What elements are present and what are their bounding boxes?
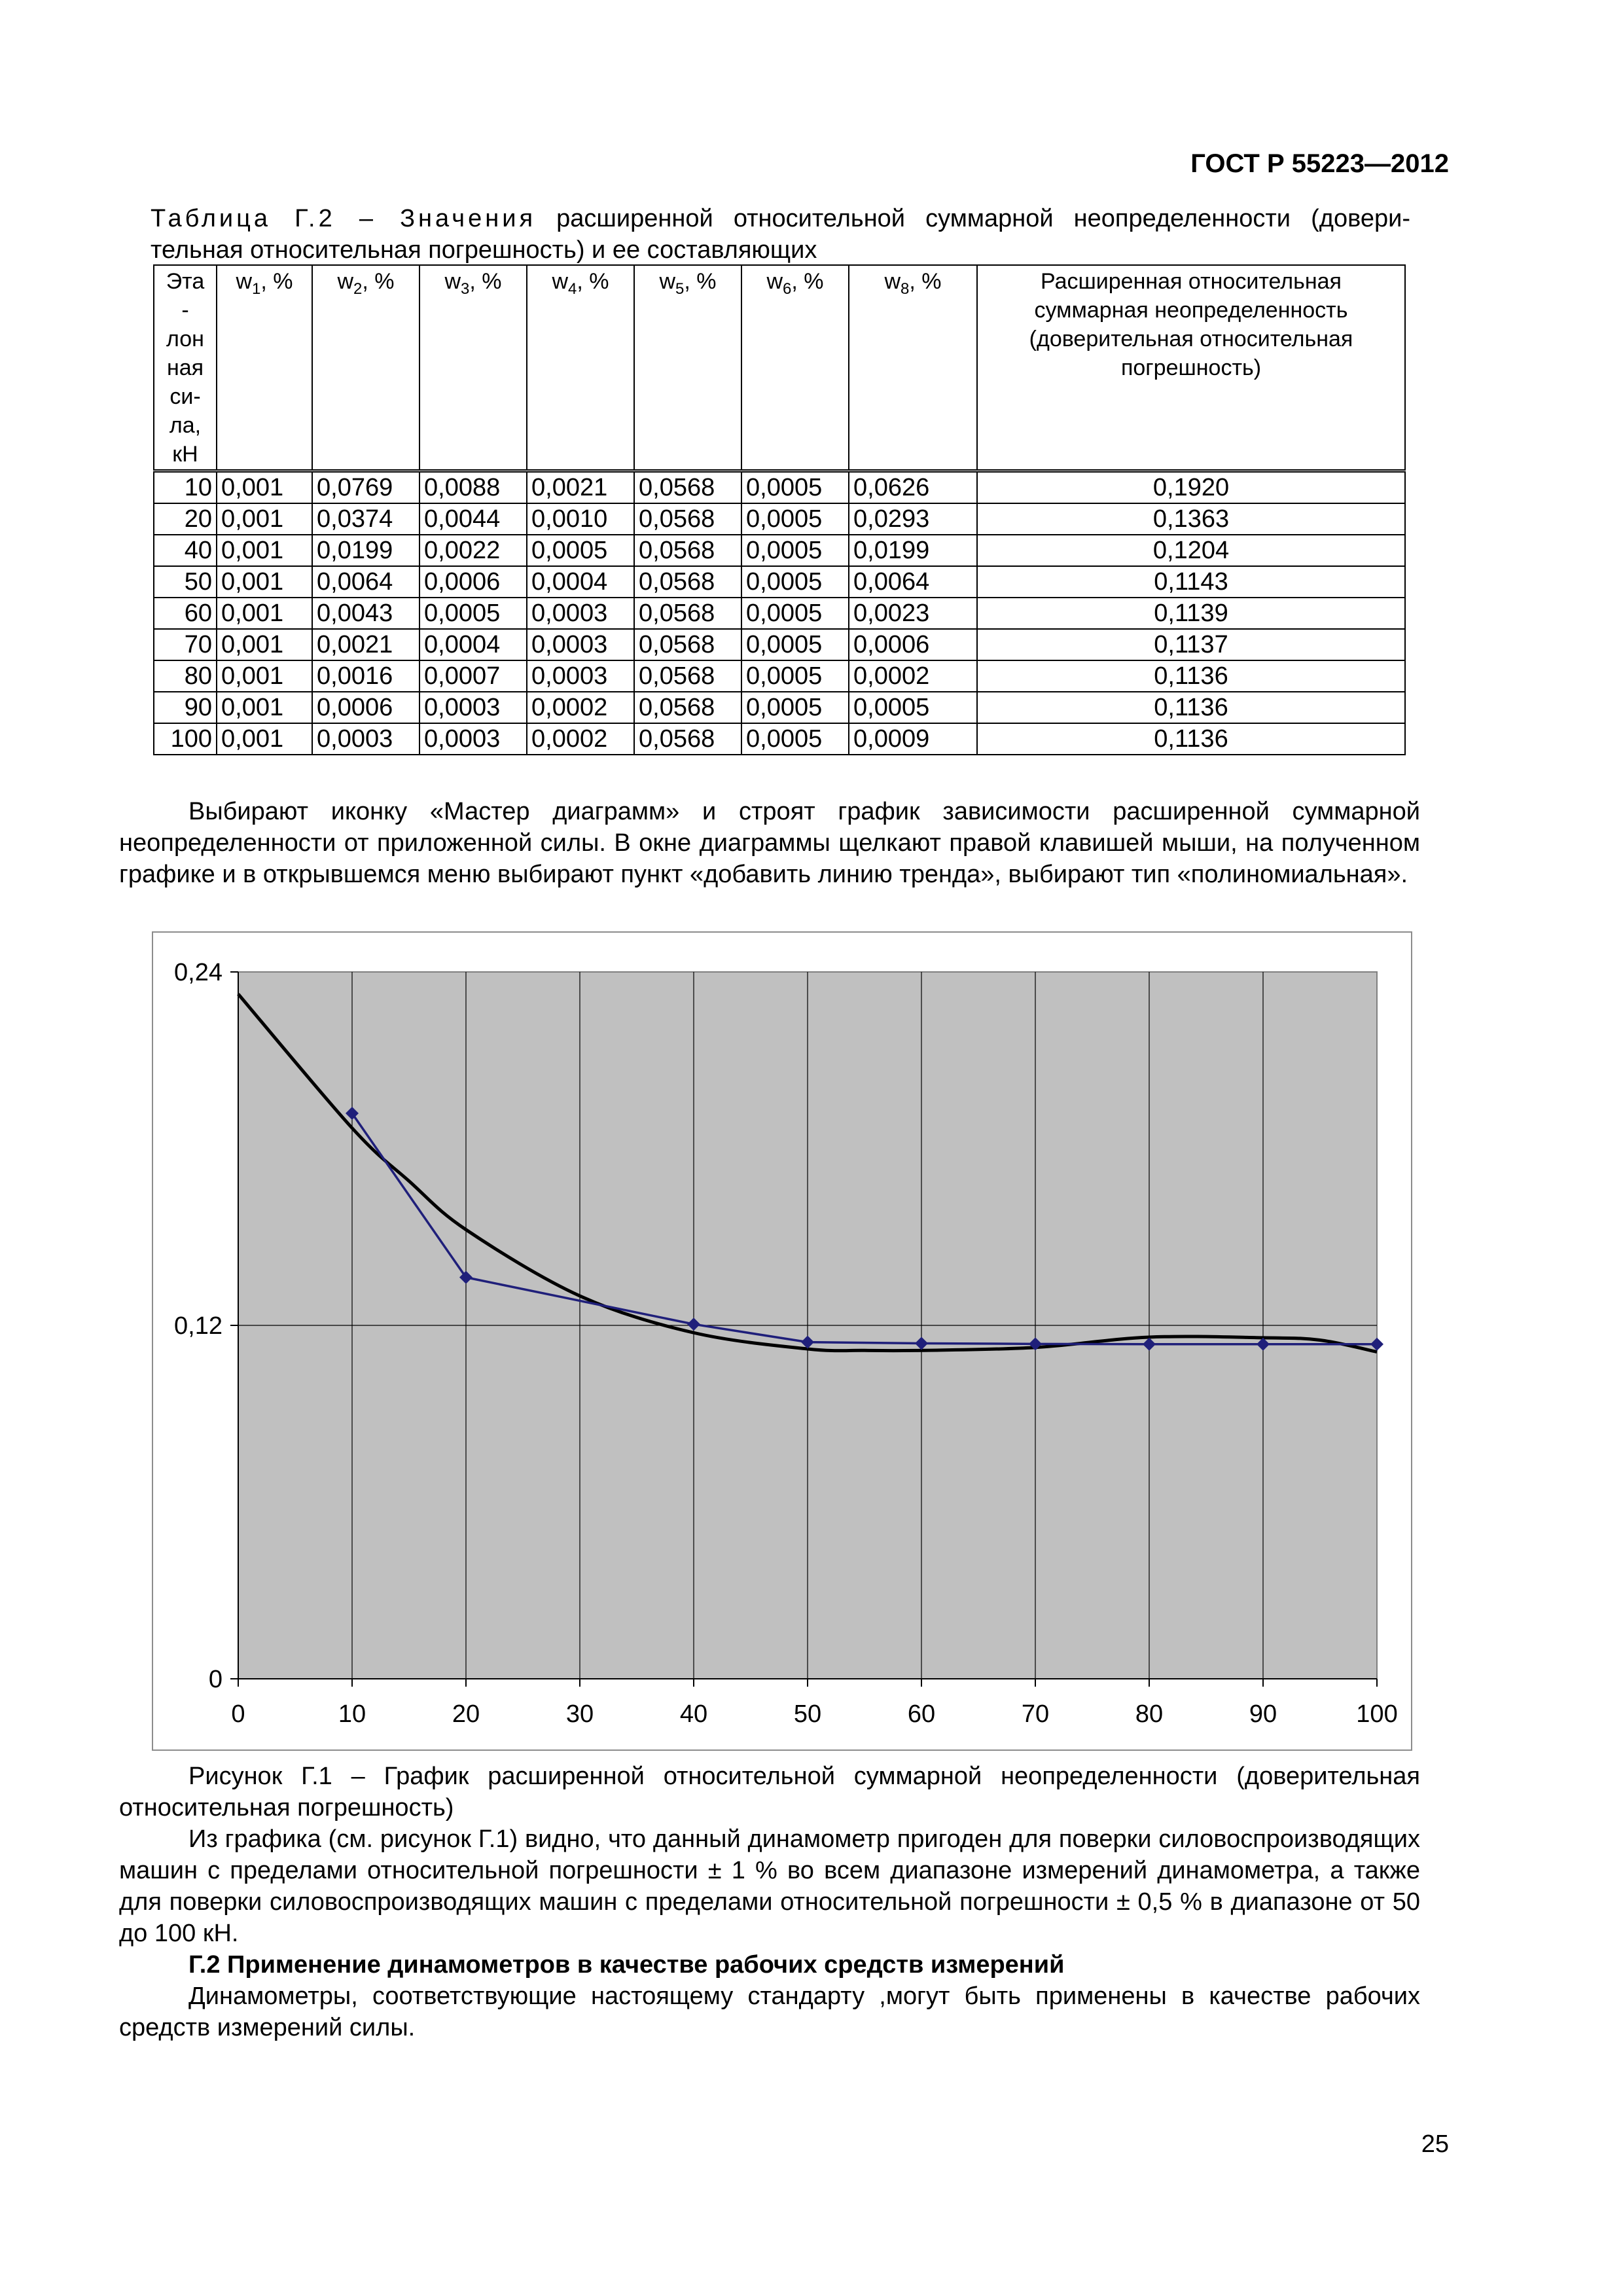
y-tick-label: 0,12 [174,1312,223,1340]
table-cell: 0,0007 [419,660,527,692]
table-cell: 0,0006 [419,566,527,598]
table-row [154,660,1405,692]
section-heading: Г.2 Применение динамометров в качестве рабочих средств измерений [188,1951,1065,1979]
table-cell: 0,0003 [419,692,527,723]
table-cell: 0,0568 [634,598,741,629]
table-cell: 0,0005 [741,660,849,692]
table-cell: 0,0003 [419,723,527,755]
table-cell: 0,0088 [419,471,527,504]
table-cell: 60 [154,598,217,629]
table-cell: 0,1136 [977,692,1405,723]
table-cell: 0,001 [217,629,312,660]
table-cell: 40 [154,535,217,566]
paragraph-conclusion: Из графика (см. рисунок Г.1) видно, что данный динамометр пригоден для поверки силовоспроизводящих машин с пределами относительной погрешности ± 1 % во всем диапазоне измерений динамометра, а также для поверки силовоспроизводящих машин с пределами относительной погрешности ± 0,5 % в диапазоне от 50 до 100 кН. [119,1825,1420,1947]
table-header-cell: Эта - лон ная си- ла, кН [154,265,217,471]
table-cell: 0,0021 [527,471,634,504]
table-cell: 0,0005 [741,692,849,723]
table-cell: 0,0003 [527,660,634,692]
table-cell: 0,0568 [634,660,741,692]
table-cell: 0,1363 [977,503,1405,535]
table-cell: 0,0568 [634,503,741,535]
table-cell: 0,0005 [849,692,977,723]
table-header-cell: $w_4$, % [527,265,634,471]
table-cell: 0,0022 [419,535,527,566]
table-cell: 0,0568 [634,692,741,723]
table-cell: 0,0009 [849,723,977,755]
table-header-cell: $w_5$, % [634,265,741,471]
table-cell: 0,0043 [312,598,419,629]
table-cell: 10 [154,471,217,504]
x-tick-label: 70 [1021,1700,1050,1728]
table-cell: 90 [154,692,217,723]
table-cell: 0,0199 [849,535,977,566]
table-cell: 0,0016 [312,660,419,692]
figure-caption: Рисунок Г.1 – График расширенной относительной суммарной неопределенности (доверительная относительная погрешность) [119,1763,1420,1821]
table-cell: 0,0005 [741,503,849,535]
table-cell: 0,1920 [977,471,1405,504]
table-cell: 0,0021 [312,629,419,660]
x-tick-label: 60 [907,1700,936,1728]
table-row [154,629,1405,660]
table-cell: 0,1143 [977,566,1405,598]
table-header-cell: Расширенная относительная суммарная неопределенность (доверительная относительная погрешность) [977,265,1405,471]
table-row [154,535,1405,566]
x-tick-label: 80 [1135,1700,1164,1728]
table-cell: 0,001 [217,598,312,629]
table-cell: 0,0002 [527,692,634,723]
table-header-cell: $w_2$, % [312,265,419,471]
y-tick-label: 0 [208,1666,223,1693]
x-tick-label: 100 [1356,1700,1398,1728]
table-cell: 0,0004 [419,629,527,660]
document-header: ГОСТ Р 55223—2012 [1190,149,1449,178]
table-cell: 0,0002 [849,660,977,692]
table-body [154,471,1405,755]
table-cell: 0,0293 [849,503,977,535]
table-cell: 0,0005 [741,566,849,598]
table-cell: 20 [154,503,217,535]
table-cell: 0,0005 [741,629,849,660]
table-cell: 50 [154,566,217,598]
table-cell: 0,0005 [741,471,849,504]
table-cell: 0,0005 [419,598,527,629]
chart-frame [152,931,1412,1751]
table-cell: 0,0006 [849,629,977,660]
table-header-cell: $w_6$, % [741,265,849,471]
x-tick-label: 50 [793,1700,822,1728]
table-cell: 0,001 [217,503,312,535]
table-cell: 70 [154,629,217,660]
table-row [154,723,1405,755]
x-tick-label: 40 [679,1700,708,1728]
table-cell: 0,001 [217,535,312,566]
table-cell: 0,0064 [312,566,419,598]
table-cell: 0,0769 [312,471,419,504]
y-tick-label: 0,24 [174,959,223,986]
x-tick-label: 90 [1249,1700,1277,1728]
table-caption-line2: тельная относительная погрешность) и ее составляющих [151,236,817,264]
x-tick-label: 0 [231,1700,245,1728]
table-cell: 0,0568 [634,629,741,660]
table-cell: 0,0002 [527,723,634,755]
table-cell: 0,1136 [977,723,1405,755]
page-number: 25 [1421,2130,1449,2158]
table-cell: 0,0010 [527,503,634,535]
table-cell: 0,1204 [977,535,1405,566]
table-cell: 0,0023 [849,598,977,629]
table-cell: 0,0568 [634,535,741,566]
table-cell: 0,001 [217,566,312,598]
table-header-row [154,265,1405,471]
table-cell: 0,0568 [634,723,741,755]
chart-svg [153,933,1411,1749]
table-cell: 0,0003 [527,629,634,660]
table-caption-line1: расширенной относительной суммарной неопределенности (довери- [556,205,1410,232]
paragraph-application: Динамометры, соответствующие настоящему стандарту ,могут быть применены в качестве рабочих средств измерений силы. [119,1982,1420,2041]
table-row [154,503,1405,535]
table-cell: 0,0044 [419,503,527,535]
table-cell: 0,001 [217,660,312,692]
table-cell: 80 [154,660,217,692]
table-cell: 0,0005 [741,723,849,755]
table-cell: 0,0199 [312,535,419,566]
table-cell: 0,0626 [849,471,977,504]
table-header-cell: $w_8$, % [849,265,977,471]
data-table [153,264,1406,755]
x-tick-label: 20 [452,1700,480,1728]
table-cell: 0,0005 [527,535,634,566]
table-row [154,692,1405,723]
table-cell: 0,0064 [849,566,977,598]
table-cell: 0,0374 [312,503,419,535]
table-row [154,471,1405,504]
x-tick-label: 30 [565,1700,594,1728]
table-caption [151,203,1410,266]
table-header-cell: $w_1$, % [217,265,312,471]
table-cell: 0,001 [217,692,312,723]
table-cell: 0,0005 [741,535,849,566]
table-cell: 0,0003 [527,598,634,629]
paragraph-chart-instructions: Выбирают иконку «Мастер диаграмм» и строят график зависимости расширенной суммарной неопределенности от приложенной силы. В окне диаграммы щелкают правой клавишей мыши, на полученном графике и в открывшемся меню выбирают пункт «добавить линию тренда», выбирают тип «полиномиальная». [119,798,1420,888]
x-tick-label: 10 [338,1700,366,1728]
table-cell: 0,1139 [977,598,1405,629]
table-cell: 0,1137 [977,629,1405,660]
table-cell: 0,001 [217,471,312,504]
table-header-cell: $w_3$, % [419,265,527,471]
table-cell: 0,0568 [634,471,741,504]
table-cell: 0,0003 [312,723,419,755]
table-cell: 0,0006 [312,692,419,723]
table-cell: 0,0568 [634,566,741,598]
table-caption-label: Таблица Г.2 – Значения [151,205,537,232]
table-cell: 0,001 [217,723,312,755]
table-row [154,566,1405,598]
table-cell: 0,0004 [527,566,634,598]
table-cell: 0,1136 [977,660,1405,692]
table-cell: 100 [154,723,217,755]
table-cell: 0,0005 [741,598,849,629]
table-row [154,598,1405,629]
